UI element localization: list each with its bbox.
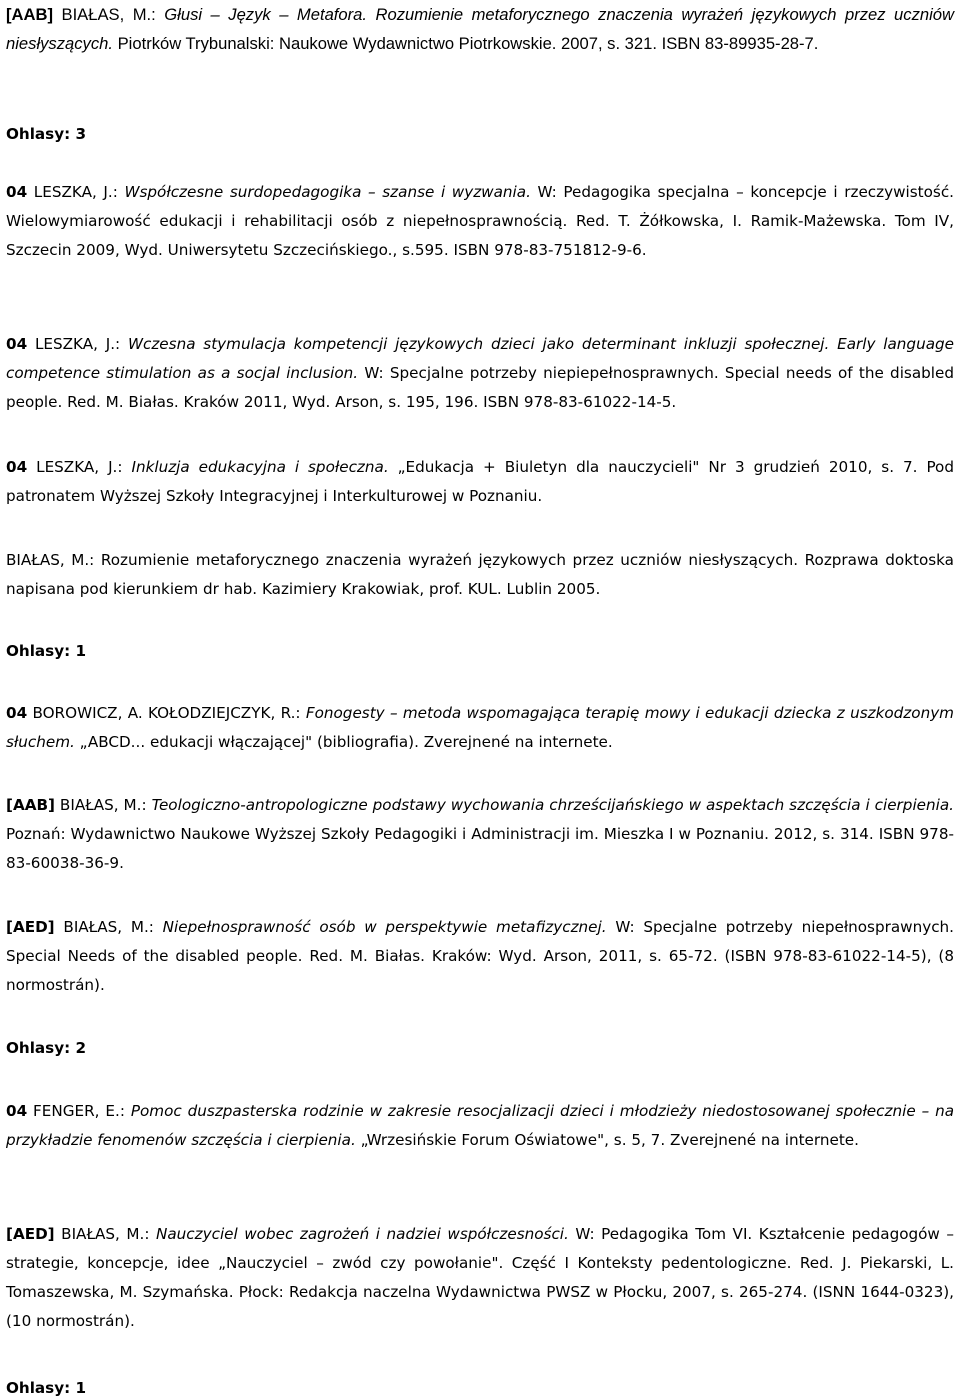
citation-author: BIAŁAS, M.: bbox=[53, 5, 165, 24]
citation-entry bbox=[6, 1220, 954, 1336]
citation-title: Pomoc duszpasterska rodzinie w zakresie resocjalizacji dzieci i młodzieży niedostosowanej społecznie – na przykładzie fenomenów szczęścia i cierpienia. bbox=[6, 1102, 954, 1149]
citation-author: LESZKA, J.: bbox=[27, 183, 125, 201]
citation-code: 04 bbox=[6, 1102, 28, 1120]
citation-details: W: Specjalne potrzeby niepełnosprawnych. Special Needs of the disabled people. Red. M. Białas. Kraków: Wyd. Arson, 2011, s. 65-72. (ISBN 978-83-61022-14-5), (8 normostrán). bbox=[6, 918, 954, 994]
citation-entry bbox=[6, 0, 954, 58]
citation-title: Współczesne surdopedagogika – szanse i wyzwania. bbox=[124, 183, 531, 201]
citation-title: Nauczyciel wobec zagrożeń i nadziei współczesności. bbox=[155, 1225, 569, 1243]
citation-details: Rozumienie metaforycznego znaczenia wyrażeń językowych przez uczniów niesłyszących. Rozprawa doktoska napisana pod kierunkiem dr hab. Kazimiery Krakowiak, prof. KUL. Lublin 2005. bbox=[6, 551, 954, 598]
citation-entry bbox=[6, 699, 954, 757]
citation-author: FENGER, E.: bbox=[27, 1102, 131, 1120]
citation-entry bbox=[6, 453, 954, 511]
citation-details: Poznań: Wydawnictwo Naukowe Wyższej Szkoły Pedagogiki i Administracji im. Mieszka I w Poznaniu. 2012, s. 314. ISBN 978-83-60038-36-9. bbox=[6, 825, 954, 872]
citation-title: Niepełnosprawność osób w perspektywie metafizycznej. bbox=[162, 918, 607, 936]
citation-code: 04 bbox=[6, 704, 28, 722]
citation-entry bbox=[6, 178, 954, 265]
citation-title: Teologiczno-antropologiczne podstawy wychowania chrześcijańskiego w aspektach szczęścia i cierpienia. bbox=[151, 796, 954, 814]
citations-count-heading: Ohlasy: 2 bbox=[6, 1039, 87, 1057]
citation-author: LESZKA, J.: bbox=[27, 458, 132, 476]
citation-author: BIAŁAS, M.: bbox=[54, 796, 152, 814]
citation-code: 04 bbox=[6, 335, 28, 353]
citation-details: W: Specjalne potrzeby niepiepełnosprawnych. Special needs of the disabled people. Red. M. Białas. Kraków 2011, Wyd. Arson, s. 195, 196. ISBN 978-83-61022-14-5. bbox=[6, 364, 954, 411]
citation-entry bbox=[6, 913, 954, 1000]
citation-code: [AAB] bbox=[6, 796, 55, 814]
citation-code: 04 bbox=[6, 183, 28, 201]
citation-code: 04 bbox=[6, 458, 28, 476]
citation-author: BIAŁAS, M.: bbox=[54, 1225, 156, 1243]
citation-details: „Wrzesińskie Forum Oświatowe", s. 5, 7. Zverejnené na internete. bbox=[355, 1131, 859, 1149]
citations-count-heading: Ohlasy: 3 bbox=[6, 125, 87, 143]
citations-count-heading: Ohlasy: 1 bbox=[6, 642, 87, 660]
citation-title: Fonogesty – metoda wspomagająca terapię mowy i edukacji dziecka z uszkodzonym słuchem. bbox=[6, 704, 954, 751]
citation-details: W: Pedagogika specjalna – koncepcje i rzeczywistość. Wielowymiarowość edukacji i rehabilitacji osób z niepełnosprawnością. Red. T. Żółkowska, I. Ramik-Mażewska. Tom IV, Szczecin 2009, Wyd. Uniwersytetu Szczecińskiego., s.595. ISBN 978-83-751812-9-6. bbox=[6, 183, 954, 259]
citation-author: BIAŁAS, M.: bbox=[6, 551, 101, 569]
citation-entry bbox=[6, 330, 954, 417]
citation-entry bbox=[6, 546, 954, 604]
citation-code: [AED] bbox=[6, 1225, 55, 1243]
citation-title: Inkluzja edukacyjna i społeczna. bbox=[131, 458, 389, 476]
citation-details: „Edukacja + Biuletyn dla nauczycieli" Nr 3 grudzień 2010, s. 7. Pod patronatem Wyższej Szkoły Integracyjnej i Interkulturowej w Poznaniu. bbox=[6, 458, 954, 505]
citation-details: „ABCD... edukacji włączającej" (bibliografia). Zverejnené na internete. bbox=[74, 733, 613, 751]
citation-author: BIAŁAS, M.: bbox=[54, 918, 163, 936]
citation-code: [AED] bbox=[6, 918, 55, 936]
citation-title: Głusi – Język – Metafora. Rozumienie metaforycznego znaczenia wyrażeń językowych przez uczniów niesłyszących. bbox=[6, 5, 954, 53]
citation-entry bbox=[6, 1097, 954, 1155]
citation-title: Wczesna stymulacja kompetencji językowych dzieci jako determinant inkluzji społecznej. Early language competence stimulation as a socjal inclusion. bbox=[6, 335, 954, 382]
citation-details: W: Pedagogika Tom VI. Kształcenie pedagogów – strategie, koncepcje, idee „Nauczyciel – zwód czy powołanie". Część I Konteksty pedentologiczne. Red. J. Piekarski, L. Tomaszewska, M. Szymańska. Płock: Redakcja naczelna Wydawnictwa PWSZ w Płocku, 2007, s. 265-274. (ISNN 1644-0323), (10 normostrán). bbox=[6, 1225, 954, 1330]
citation-details: Piotrków Trybunalski: Naukowe Wydawnictwo Piotrkowskie. 2007, s. 321. ISBN 83-89935-28-7. bbox=[112, 34, 819, 53]
citation-code: [AAB] bbox=[6, 5, 54, 24]
citation-author: LESZKA, J.: bbox=[27, 335, 128, 353]
citation-author: BOROWICZ, A. KOŁODZIEJCZYK, R.: bbox=[27, 704, 306, 722]
citations-count-heading: Ohlasy: 1 bbox=[6, 1379, 87, 1397]
citation-entry bbox=[6, 791, 954, 878]
